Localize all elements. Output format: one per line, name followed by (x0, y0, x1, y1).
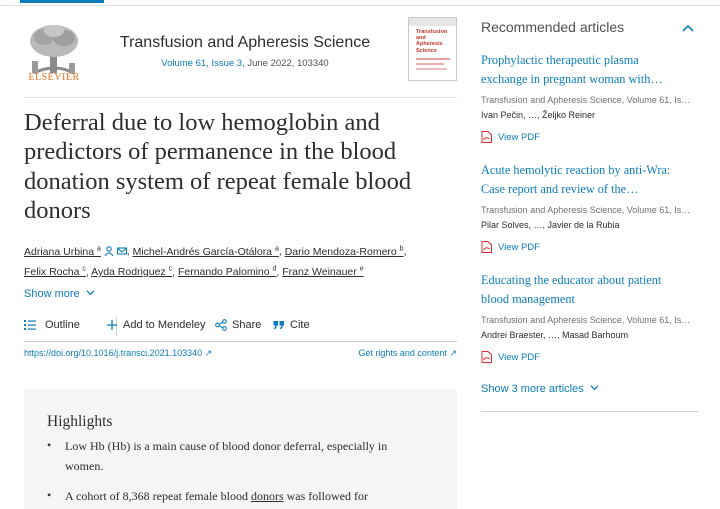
cover-title-line: Apheresis (416, 41, 443, 48)
glossary-link-donors[interactable]: donors (250, 489, 284, 503)
author-list: Adriana Urbina $^a$ , Michel-Andrés García-Otálora $^a$, Dario Mendoza-Romero $^b$, Felix Rocha $^c$, Ayda Rodriguez $^c$, Fernando Palomino $^d$, Franz Weinauer $^e$ (24, 245, 407, 278)
rights-text: Get rights and content (358, 348, 447, 358)
show-more-articles-label: Show 3 more articles (481, 383, 584, 395)
author-link[interactable] (24, 246, 101, 258)
top-navigation-bar (0, 0, 720, 6)
recommended-article-source: Transfusion and Apheresis Science, Volume 61, Is… (481, 205, 691, 215)
cover-stripe (416, 63, 444, 65)
view-pdf-label: View PDF (498, 241, 541, 253)
recommended-article-title[interactable] (481, 161, 699, 199)
cover-title-line: Science (416, 47, 437, 54)
pdf-icon (481, 351, 492, 363)
recommended-articles-heading: Recommended articles (481, 19, 625, 35)
author-link[interactable] (133, 246, 279, 258)
cite-label: Cite (290, 319, 310, 331)
cover-title-line: and (416, 35, 426, 42)
recommended-title-line: Prophylactic therapeutic plasma (481, 53, 639, 67)
email-icon[interactable] (117, 246, 127, 256)
highlight-text: A cohort of 8,368 repeat female blood (65, 489, 251, 503)
author-link[interactable] (178, 266, 276, 278)
author-affiliation-marker: d (272, 265, 277, 273)
quote-icon (273, 319, 285, 331)
issue-date-pages: , June 2022, 103340 (242, 58, 329, 69)
recommended-article-source: Transfusion and Apheresis Science, Volume 61, Is… (481, 95, 691, 105)
doi-text: https://doi.org/10.1016/j.transci.2021.103340 (24, 348, 203, 358)
chevron-up-icon[interactable] (681, 21, 695, 35)
author-affiliation-marker: a (274, 245, 279, 252)
outline-label: Outline (45, 319, 80, 331)
view-pdf-link[interactable] (481, 351, 540, 363)
highlight-item (65, 487, 435, 507)
cover-stripe (416, 58, 450, 60)
cover-stripe (416, 68, 447, 70)
author-affiliation-marker: e (359, 265, 364, 273)
add-to-mendeley-button[interactable] (106, 319, 206, 331)
show-more-articles-button[interactable] (481, 383, 599, 395)
outline-button[interactable] (24, 319, 80, 331)
share-label: Share (232, 319, 262, 331)
show-more-label: Show more (24, 288, 80, 300)
highlight-line: women. (65, 458, 104, 473)
author-name: Franz Weinauer (282, 266, 357, 278)
highlight-line: Low Hb (Hb) is a main cause of blood donor deferral, especially in (65, 439, 388, 453)
bullet-icon: • (47, 488, 52, 502)
recommended-title-line: Acute hemolytic reaction by anti-Wra: (481, 163, 671, 177)
journal-issue-info (100, 58, 390, 69)
recommended-article-authors: Pilar Solves, …, Javier de la Rubia (481, 220, 620, 230)
share-button[interactable] (215, 319, 261, 331)
author-name: Fernando Palomino (177, 266, 270, 278)
add-to-mendeley-label: Add to Mendeley (123, 319, 206, 331)
highlights-heading: Highlights (47, 413, 113, 430)
share-icon (215, 319, 227, 331)
author-link[interactable] (24, 266, 86, 278)
cover-title-line: Transfusion (416, 29, 448, 35)
bullet-icon: • (47, 438, 52, 452)
article-title (24, 108, 454, 225)
view-pdf-label: View PDF (498, 351, 541, 363)
journal-cover-thumbnail[interactable] (408, 17, 457, 81)
author-name: Michel-Andrés García-Otálora (132, 245, 273, 258)
doi-link[interactable] (24, 348, 212, 359)
chevron-down-icon (86, 288, 95, 297)
external-arrow-icon: ↗ (449, 348, 457, 358)
volume-issue-link[interactable]: Volume 61, Issue 3 (161, 58, 243, 69)
author-name: Adriana Urbina (24, 245, 95, 258)
author-affiliation-marker: c (82, 265, 86, 273)
view-pdf-link[interactable] (481, 241, 540, 253)
show-more-authors-button[interactable] (24, 288, 95, 300)
person-icon[interactable] (104, 246, 114, 256)
author-affiliation-marker: b (399, 245, 404, 252)
article-title-line: donors (24, 196, 91, 224)
recommended-article-authors: Andrei Braester, …, Masad Barhoum (481, 330, 629, 340)
author-link[interactable] (282, 266, 363, 278)
recommended-title-line: exchange in pregnant woman with… (481, 72, 663, 86)
recommended-title-line: blood management (481, 292, 575, 306)
outline-list-icon (24, 319, 36, 331)
recommended-article-title[interactable] (481, 51, 699, 89)
recommended-title-line: Educating the educator about patient (481, 273, 662, 287)
recommended-article-source: Transfusion and Apheresis Science, Volume 61, Is… (481, 315, 691, 325)
publisher-wordmark: ELSEVIER (28, 72, 80, 83)
plus-icon (106, 319, 118, 331)
article-title-line: donation system of repeat female blood (24, 167, 412, 195)
external-arrow-icon: ↗ (204, 348, 213, 358)
pdf-icon (481, 241, 492, 253)
author-affiliation-marker: a (96, 245, 101, 252)
highlight-text: was followed for (283, 489, 368, 503)
journal-title[interactable]: Transfusion and Apheresis Science (119, 34, 371, 51)
cover-top-band (409, 18, 456, 26)
view-pdf-label: View PDF (498, 131, 541, 143)
cover-title (409, 26, 456, 54)
get-rights-link[interactable] (358, 348, 457, 359)
highlights-section (24, 389, 457, 509)
recommended-article-authors: Ivan Pečin, …, Željko Reiner (481, 110, 596, 120)
author-name: Felix Rocha (24, 266, 80, 278)
author-name: Dario Mendoza-Romero (284, 245, 397, 258)
view-pdf-link[interactable] (481, 131, 540, 143)
chevron-down-icon (590, 383, 599, 392)
active-nav-indicator (20, 0, 104, 3)
article-title-line: predictors of permanence in the blood (24, 138, 397, 166)
author-link[interactable] (91, 266, 172, 278)
recommended-title-line: Case report and review of the… (481, 182, 639, 196)
author-link[interactable] (285, 246, 404, 258)
highlight-item (65, 437, 435, 476)
author-affiliation-marker: c (168, 265, 173, 273)
article-toolbar (24, 316, 457, 342)
header-divider (24, 97, 457, 98)
article-title-line: Deferral due to low hemoglobin and (24, 109, 380, 136)
author-name: Ayda Rodriguez (91, 266, 166, 278)
cite-button[interactable] (273, 319, 310, 331)
pdf-icon (481, 131, 492, 143)
recommended-article-title[interactable] (481, 271, 699, 309)
recommended-divider (481, 411, 698, 412)
